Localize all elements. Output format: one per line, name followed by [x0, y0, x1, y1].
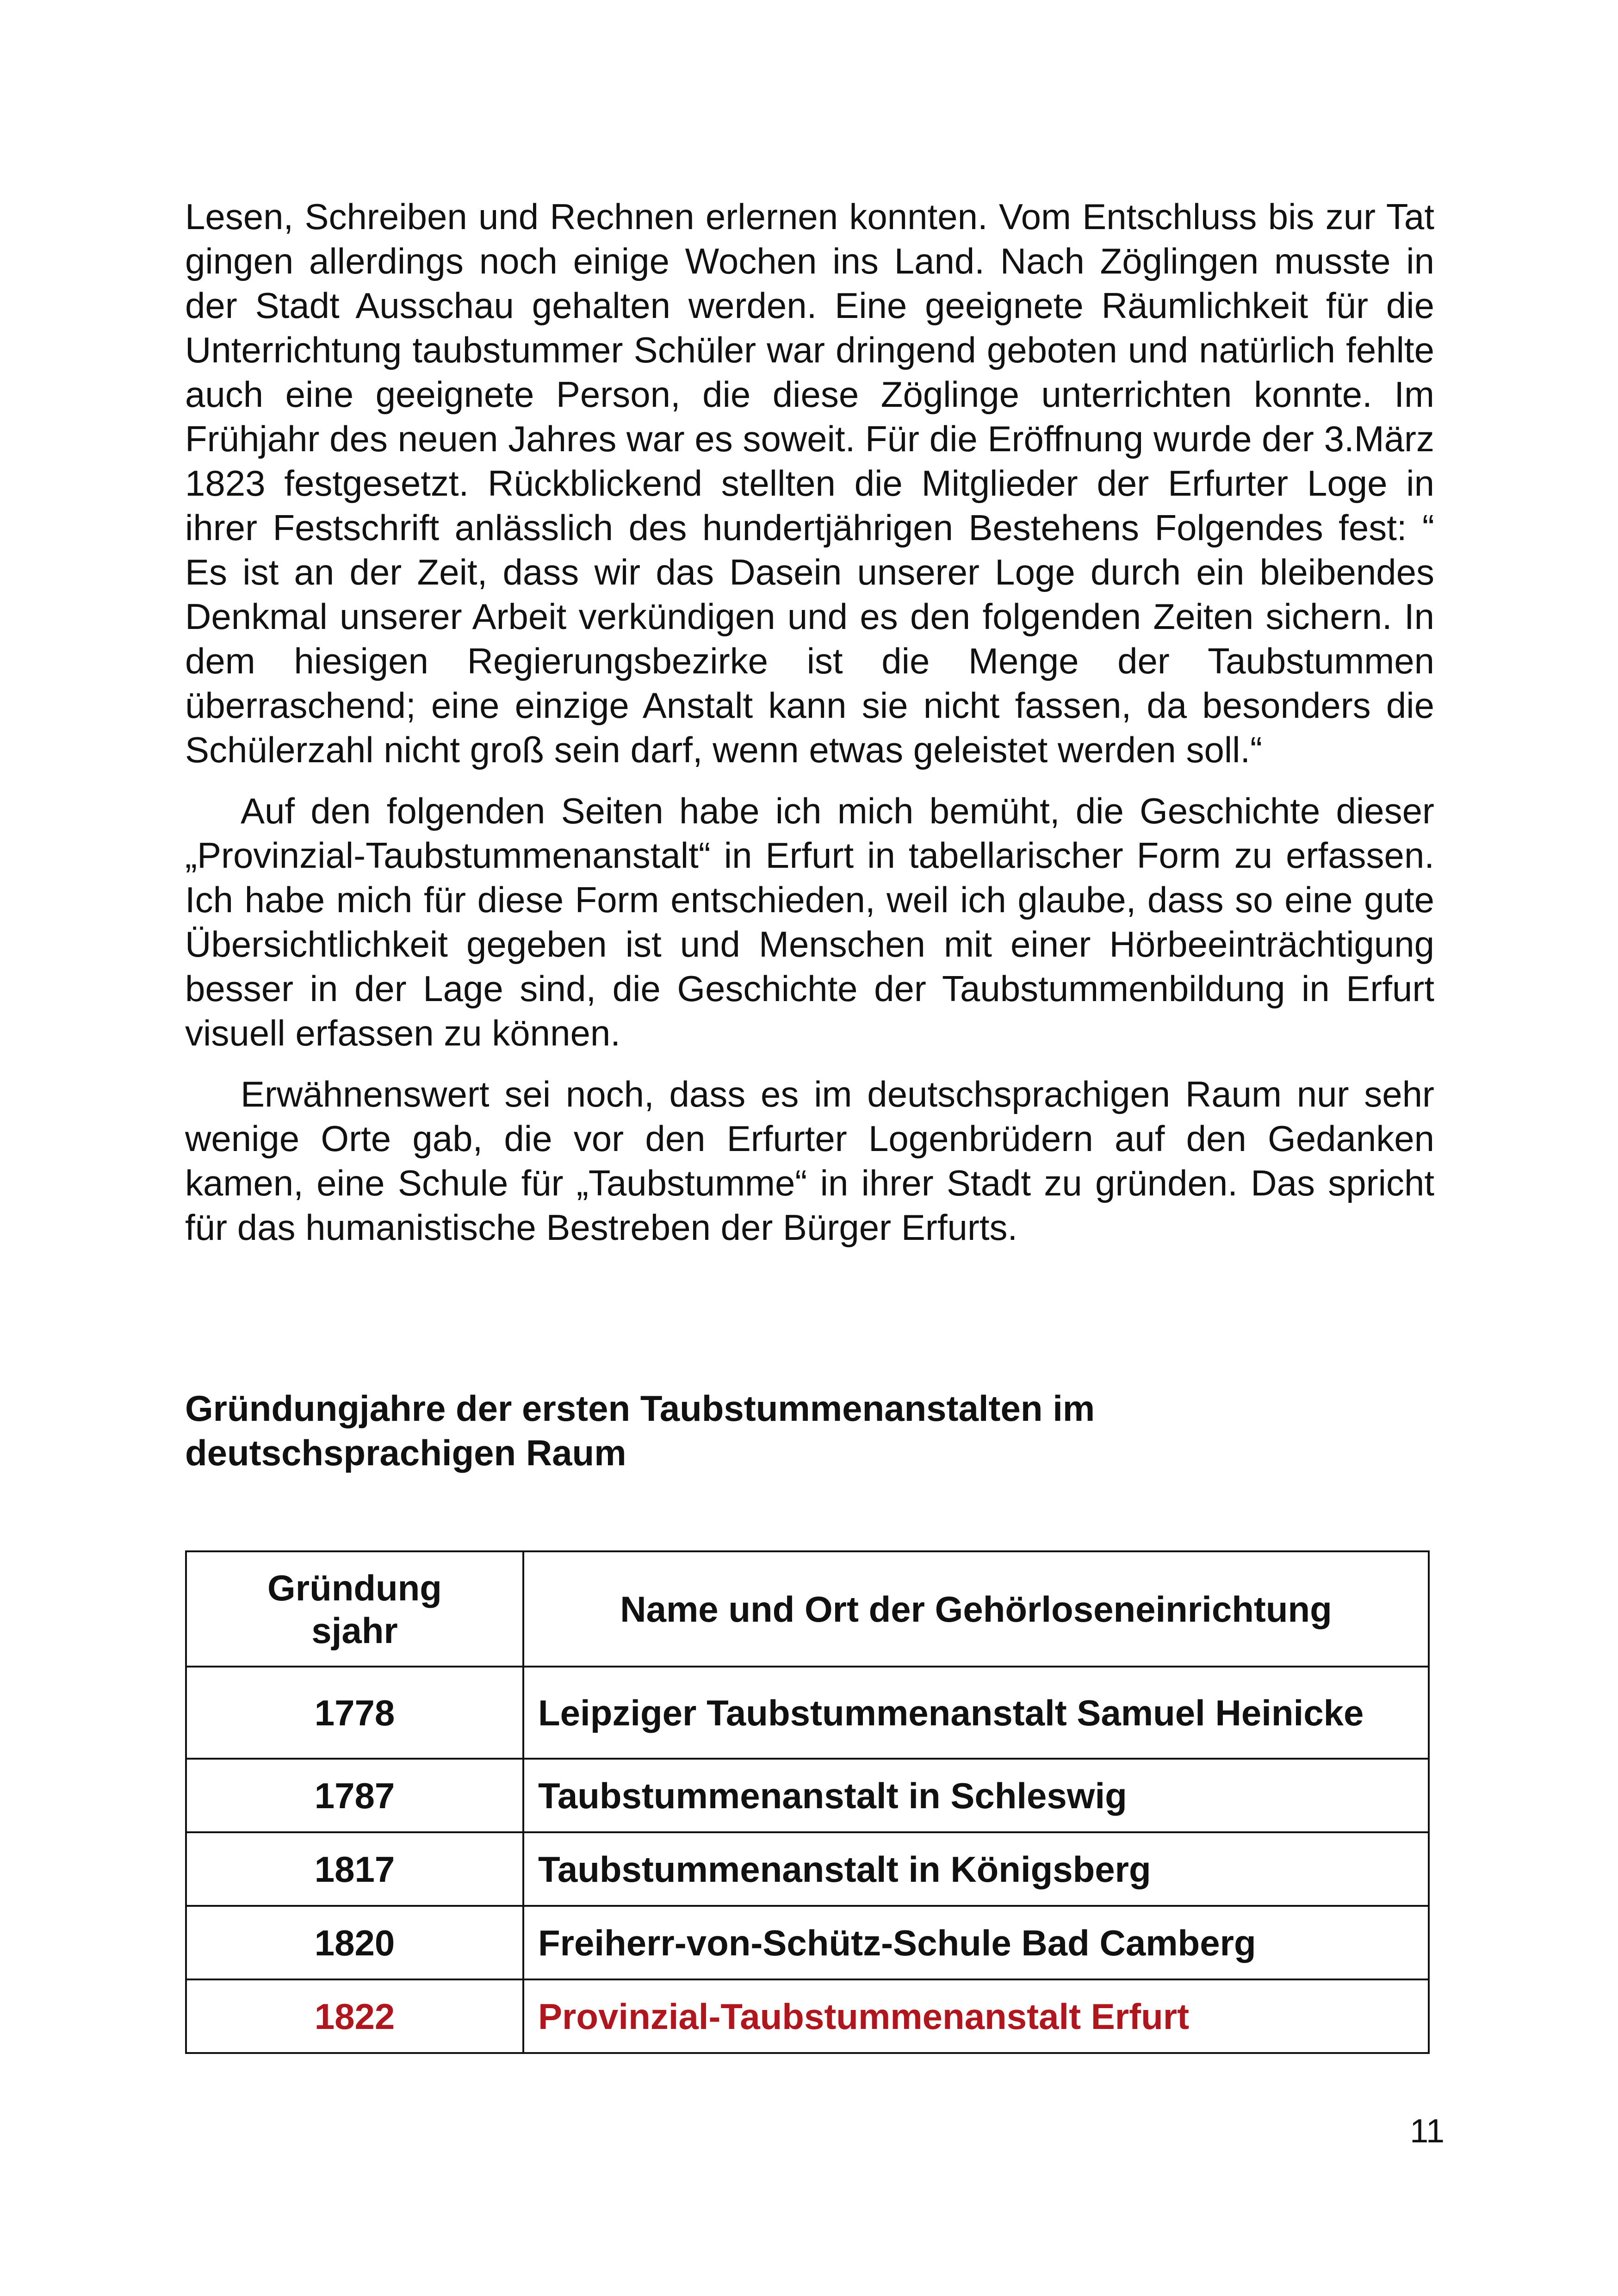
paragraph-2: Auf den folgenden Seiten habe ich mich bemüht, die Geschichte dieser „Provinzial-Taubstummenanstalt“ in Erfurt in tabellarischer Form zu erfassen. Ich habe mich für diese Form entschieden, weil ich glaube, dass so eine gute Übersichtlichkeit gegeben ist und Menschen mit einer Hörbeeinträchtigung besser in der Lage sind, die Geschichte der Taubstummenbildung in Erfurt visuell erfassen zu können.: [185, 790, 1434, 1053]
table-row-highlighted: [186, 1979, 1429, 2053]
header-name: Name und Ort der Gehörloseneinrichtung: [523, 1551, 1429, 1667]
section-heading: Gründungjahre der ersten Taubstummenanstalten im deutschsprachigen Raum: [185, 1388, 1095, 1473]
row-year: 1817: [186, 1832, 523, 1906]
page-number: 11: [1410, 2113, 1444, 2150]
row-name: Taubstummenanstalt in Schleswig: [523, 1759, 1429, 1832]
table-row: [186, 1667, 1429, 1759]
row-year: 1787: [186, 1759, 523, 1832]
founding-years-table: [185, 1550, 1430, 2054]
body-text: [185, 194, 1434, 1250]
row-name: Provinzial-Taubstummenanstalt Erfurt: [523, 1979, 1429, 2053]
header-year-label: Gründungsjahr: [267, 1567, 442, 1651]
table-row: [186, 1906, 1429, 1979]
table-header-row: [186, 1551, 1429, 1667]
table: [185, 1550, 1430, 2054]
row-year: 1778: [186, 1667, 523, 1759]
table-row: [186, 1832, 1429, 1906]
row-year: 1820: [186, 1906, 523, 1979]
row-name: Taubstummenanstalt in Königsberg: [523, 1832, 1429, 1906]
table-row: [186, 1759, 1429, 1832]
row-name: Freiherr-von-Schütz-Schule Bad Camberg: [523, 1906, 1429, 1979]
row-year: 1822: [186, 1979, 523, 2053]
header-year: [186, 1551, 523, 1667]
row-name: Leipziger Taubstummenanstalt Samuel Heinicke: [523, 1667, 1429, 1759]
paragraph-1: Lesen, Schreiben und Rechnen erlernen konnten. Vom Entschluss bis zur Tat gingen allerdings noch einige Wochen ins Land. Nach Zöglingen musste in der Stadt Ausschau gehalten werden. Eine geeignete Räumlichkeit für die Unterrichtung taubstummer Schüler war dringend geboten und natürlich fehlte auch eine geeignete Person, die diese Zöglinge unterrichten konnte. Im Frühjahr des neuen Jahres war es soweit. Für die Eröffnung wurde der 3.März 1823 festgesetzt. Rückblickend stellten die Mitglieder der Erfurter Loge in ihrer Festschrift anlässlich des hundertjährigen Bestehens Folgendes fest: “ Es ist an der Zeit, dass wir das Dasein unserer Loge durch ein bleibendes Denkmal unserer Arbeit verkündigen und es den folgenden Zeiten sichern. In dem hiesigen Regierungsbezirke ist die Menge der Taubstummen überraschend; eine einzige Anstalt kann sie nicht fassen, da besonders die Schülerzahl nicht groß sein darf, wenn etwas geleistet werden soll.“: [185, 196, 1434, 770]
paragraph-3: Erwähnenswert sei noch, dass es im deutschsprachigen Raum nur sehr wenige Orte gab, die vor den Erfurter Logenbrüdern auf den Gedanken kamen, eine Schule für „Taubstumme“ in ihrer Stadt zu gründen. Das spricht für das humanistische Bestreben der Bürger Erfurts.: [185, 1074, 1434, 1248]
